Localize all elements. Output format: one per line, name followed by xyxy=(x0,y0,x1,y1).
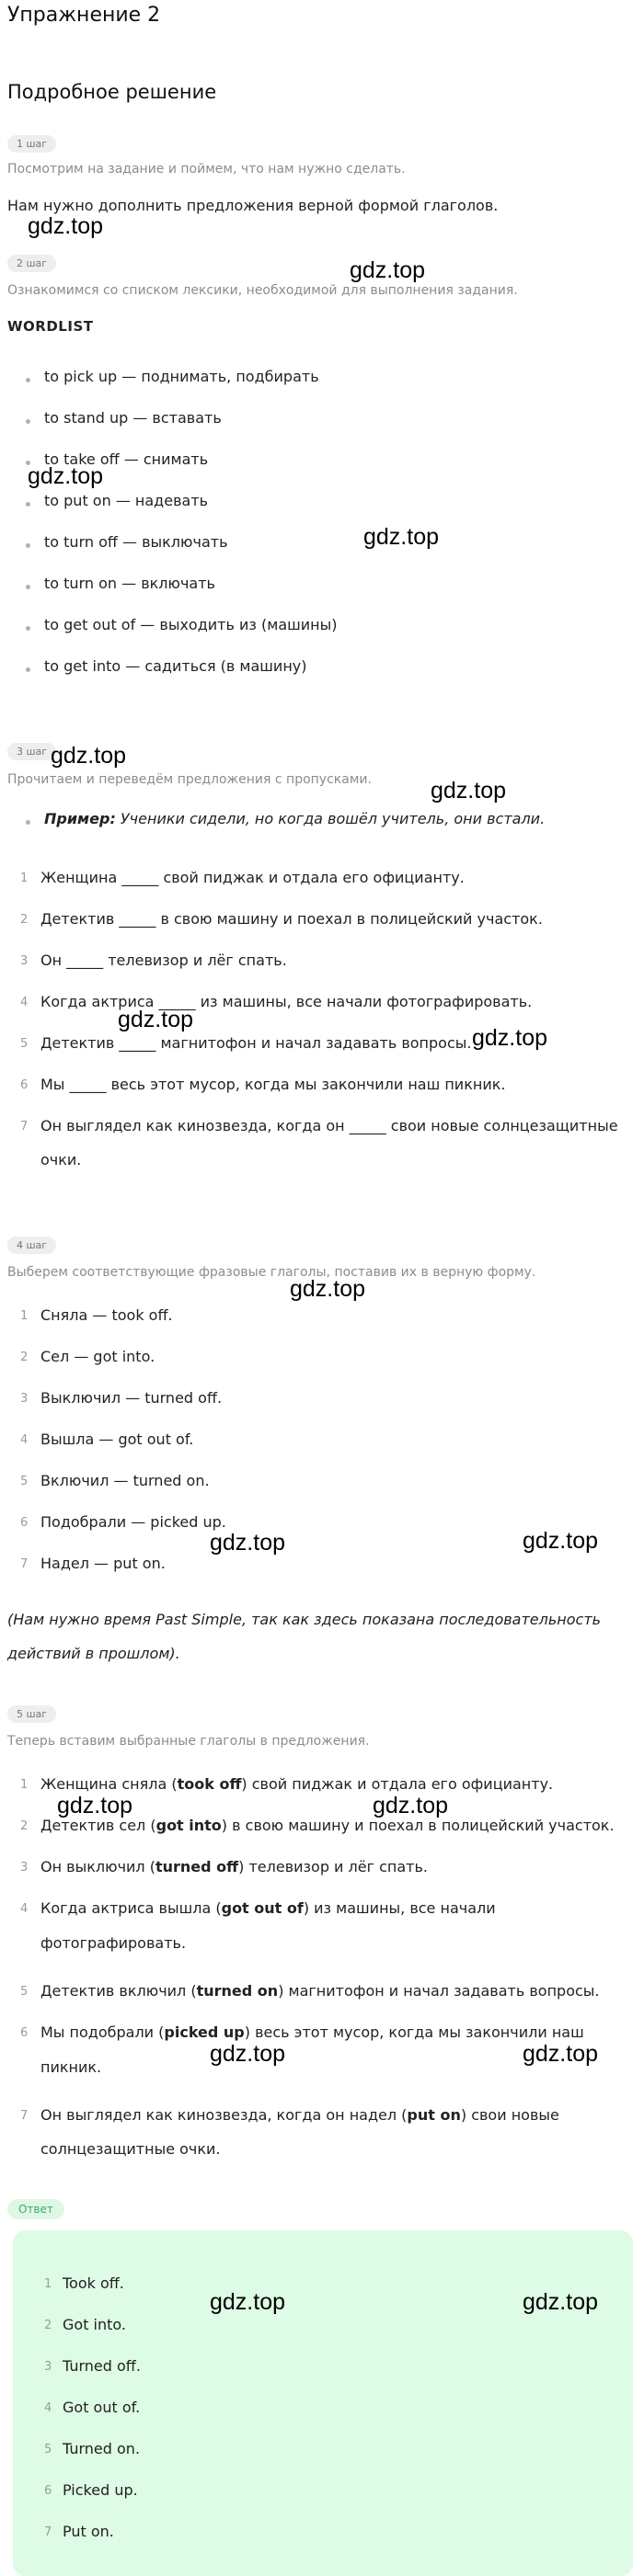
note-continuation: действий в прошлом). xyxy=(7,1645,180,1662)
answer-badge: Ответ xyxy=(7,2199,64,2219)
watermark: gdz.top xyxy=(210,2041,286,2067)
item-number: 4 xyxy=(20,996,29,1009)
item-number: 6 xyxy=(20,1078,29,1092)
choice-item: Включил — turned on. xyxy=(40,1472,210,1489)
bullet-icon xyxy=(26,626,30,631)
choice-item: Сняла — took off. xyxy=(40,1306,173,1324)
bullet-icon xyxy=(26,585,30,589)
step-text: Нам нужно дополнить предложения верной формой глаголов. xyxy=(7,197,499,214)
filled-sentence-continuation: фотографировать. xyxy=(40,1934,187,1952)
word-item: to stand up — вставать xyxy=(44,409,222,427)
item-number: 3 xyxy=(20,954,29,968)
item-number: 3 xyxy=(20,1861,29,1875)
item-number: 5 xyxy=(20,1985,29,1999)
filled-sentence: Детектив включил (turned on) магнитофон и начал задавать вопросы. xyxy=(40,1982,600,2000)
watermark: gdz.top xyxy=(290,1276,366,1302)
step-hint: Ознакомимся со списком лексики, необходимой для выполнения задания. xyxy=(7,283,518,298)
watermark: gdz.top xyxy=(350,257,426,283)
task-item: Он _____ телевизор и лёг спать. xyxy=(40,952,287,969)
item-number: 7 xyxy=(20,1557,29,1571)
item-number: 1 xyxy=(20,1778,29,1792)
filled-sentence: Детектив сел (got into) в свою машину и поехал в полицейский участок. xyxy=(40,1817,615,1834)
item-number: 1 xyxy=(44,2277,52,2291)
wordlist-title: WORDLIST xyxy=(7,318,94,335)
watermark: gdz.top xyxy=(210,2289,286,2315)
choice-item: Надел — put on. xyxy=(40,1555,166,1572)
answer-item: Picked up. xyxy=(63,2481,138,2499)
item-number: 7 xyxy=(20,1120,29,1134)
item-number: 6 xyxy=(20,2026,29,2040)
example-sentence: Пример: Ученики сидели, но когда вошёл учитель, они встали. xyxy=(44,810,546,827)
filled-sentence-continuation: пикник. xyxy=(40,2058,102,2076)
watermark: gdz.top xyxy=(523,2041,599,2067)
item-number: 4 xyxy=(20,1433,29,1447)
answer-item: Got out of. xyxy=(63,2399,141,2416)
watermark: gdz.top xyxy=(363,524,440,550)
choice-item: Вышла — got out of. xyxy=(40,1430,194,1448)
answer-item: Put on. xyxy=(63,2523,114,2540)
word-item: to get into — садиться (в машину) xyxy=(44,657,307,675)
item-number: 1 xyxy=(20,1309,29,1323)
item-number: 6 xyxy=(44,2484,52,2498)
item-number: 2 xyxy=(44,2319,52,2332)
bullet-icon xyxy=(26,820,30,825)
item-number: 3 xyxy=(44,2360,52,2374)
word-item: to take off — снимать xyxy=(44,450,209,468)
bullet-icon xyxy=(26,667,30,672)
word-item: to turn on — включать xyxy=(44,575,215,592)
item-number: 2 xyxy=(20,1819,29,1833)
step-hint: Посмотрим на задание и поймем, что нам нужно сделать. xyxy=(7,162,406,177)
filled-sentence: Мы подобрали (picked up) весь этот мусор, когда мы закончили наш xyxy=(40,2023,584,2041)
step-hint: Прочитаем и переведём предложения с пропусками. xyxy=(7,772,372,787)
section-title: Подробное решение xyxy=(7,81,217,103)
watermark: gdz.top xyxy=(51,743,127,769)
item-number: 7 xyxy=(20,2109,29,2123)
watermark: gdz.top xyxy=(210,1530,286,1556)
task-item: Женщина _____ свой пиджак и отдала его официанту. xyxy=(40,869,465,886)
word-item: to turn off — выключать xyxy=(44,533,228,551)
watermark: gdz.top xyxy=(523,1528,599,1554)
watermark: gdz.top xyxy=(431,778,507,804)
choice-item: Сел — got into. xyxy=(40,1348,155,1365)
choice-item: Выключил — turned off. xyxy=(40,1389,223,1407)
answer-item: Got into. xyxy=(63,2316,126,2333)
step-badge: 5 шаг xyxy=(7,1705,56,1723)
step-badge: 2 шаг xyxy=(7,255,56,272)
task-item-continuation: очки. xyxy=(40,1151,82,1168)
answer-item: Turned on. xyxy=(63,2440,141,2457)
item-number: 7 xyxy=(44,2525,52,2539)
answer-item: Turned off. xyxy=(63,2357,141,2375)
task-item: Мы _____ весь этот мусор, когда мы закончили наш пикник. xyxy=(40,1076,506,1093)
answer-item: Took off. xyxy=(63,2274,124,2292)
task-item: Когда актриса _____ из машины, все начали фотографировать. xyxy=(40,993,533,1010)
item-number: 2 xyxy=(20,913,29,927)
step-badge: 4 шаг xyxy=(7,1237,56,1254)
page-title: Упражнение 2 xyxy=(7,4,161,27)
bullet-icon xyxy=(26,543,30,548)
word-item: to get out of — выходить из (машины) xyxy=(44,616,338,633)
filled-sentence: Когда актриса вышла (got out of) из машины, все начали xyxy=(40,1899,496,1917)
watermark: gdz.top xyxy=(373,1793,449,1818)
step-badge: 3 шаг xyxy=(7,743,56,760)
item-number: 5 xyxy=(44,2443,52,2456)
item-number: 5 xyxy=(20,1475,29,1488)
task-item: Он выглядел как кинозвезда, когда он _____ свои новые солнцезащитные xyxy=(40,1117,618,1134)
filled-sentence: Он выключил (turned off) телевизор и лёг спать. xyxy=(40,1858,428,1875)
item-number: 2 xyxy=(20,1351,29,1364)
bullet-icon xyxy=(26,378,30,382)
watermark: gdz.top xyxy=(28,463,104,489)
item-number: 4 xyxy=(20,1902,29,1916)
word-item: to pick up — поднимать, подбирать xyxy=(44,368,319,385)
bullet-icon xyxy=(26,419,30,424)
item-number: 1 xyxy=(20,872,29,885)
filled-sentence: Он выглядел как кинозвезда, когда он надел (put on) свои новые xyxy=(40,2106,559,2124)
step-badge: 1 шаг xyxy=(7,135,56,153)
note: (Нам нужно время Past Simple, так как здесь показана последовательность xyxy=(7,1611,602,1628)
watermark: gdz.top xyxy=(57,1793,133,1818)
filled-sentence: Женщина сняла (took off) свой пиджак и отдала его официанту. xyxy=(40,1775,554,1793)
choice-item: Подобрали — picked up. xyxy=(40,1513,226,1531)
step-hint: Теперь вставим выбранные глаголы в предложения. xyxy=(7,1734,370,1749)
item-number: 6 xyxy=(20,1516,29,1530)
watermark: gdz.top xyxy=(28,213,104,239)
step-hint: Выберем соответствующие фразовые глаголы, поставив их в верную форму. xyxy=(7,1265,536,1280)
watermark: gdz.top xyxy=(523,2289,599,2315)
filled-sentence-continuation: солнцезащитные очки. xyxy=(40,2140,221,2158)
watermark: gdz.top xyxy=(118,1007,194,1032)
task-item: Детектив _____ в свою машину и поехал в полицейский участок. xyxy=(40,910,543,928)
word-item: to put on — надевать xyxy=(44,492,209,509)
bullet-icon xyxy=(26,502,30,507)
watermark: gdz.top xyxy=(472,1025,548,1051)
item-number: 3 xyxy=(20,1392,29,1406)
task-item: Детектив _____ магнитофон и начал задавать вопросы. xyxy=(40,1034,472,1052)
item-number: 4 xyxy=(44,2401,52,2415)
item-number: 5 xyxy=(20,1037,29,1051)
